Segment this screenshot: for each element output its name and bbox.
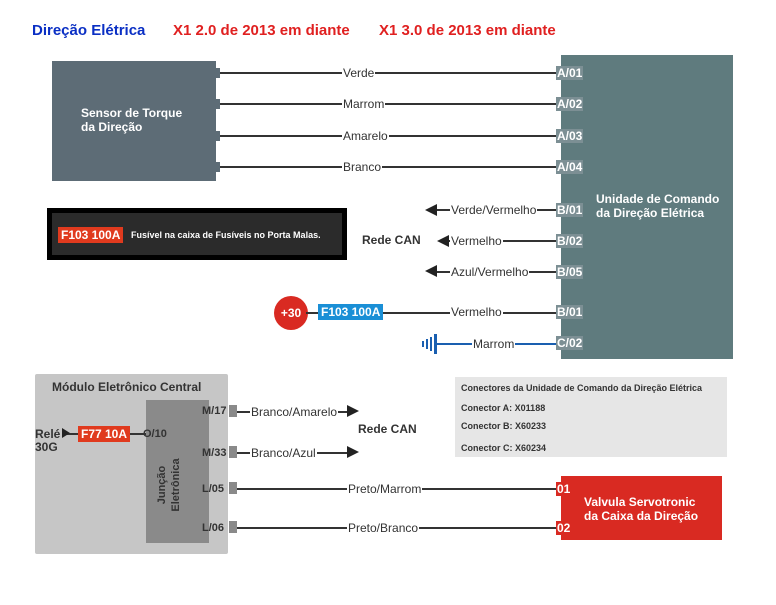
pin-label: L/06 xyxy=(202,522,225,534)
wire-label: Branco xyxy=(343,160,382,174)
arrow-right-icon xyxy=(347,405,359,417)
pin-label: L/05 xyxy=(202,483,225,495)
relay-label-2: 30G xyxy=(35,440,58,454)
info-connector-a: Conector A: X01188 xyxy=(461,403,546,413)
model-label-1: X1 2.0 de 2013 em diante xyxy=(173,22,350,39)
wire-label: Vermelho xyxy=(451,234,502,248)
connector-pin xyxy=(229,446,237,458)
sensor-label-2: da Direção xyxy=(81,120,143,134)
info-connector-c: Conector C: X60234 xyxy=(461,443,547,453)
arrow-right-icon xyxy=(62,428,70,438)
pin-label: M/17 xyxy=(202,405,227,417)
pin-label: B/05 xyxy=(557,265,583,279)
power-fuse: F103 100A xyxy=(318,304,383,320)
pin-label: B/01 xyxy=(557,203,583,217)
wire-label: Marrom xyxy=(343,97,385,111)
wire-a01 xyxy=(220,72,556,74)
pin-label: B/02 xyxy=(557,234,583,248)
wire-a04 xyxy=(220,166,556,168)
ground-icon xyxy=(420,333,444,355)
wire-label: Marrom xyxy=(473,337,515,351)
ucu-label-1: Unidade de Comando xyxy=(596,192,720,206)
junction-label-2: Eletrônica xyxy=(170,458,182,512)
pin-label: A/01 xyxy=(557,66,583,80)
ucu-label-2: da Direção Elétrica xyxy=(596,206,705,220)
pin-label: 02 xyxy=(556,521,575,535)
model-label-2: X1 3.0 de 2013 em diante xyxy=(379,22,556,39)
pin-label: C/02 xyxy=(557,336,583,350)
wire-label: Branco/Amarelo xyxy=(251,405,338,419)
pin-label: A/04 xyxy=(557,160,583,174)
arrow-left-icon xyxy=(425,204,437,216)
legend-fuse: F103 100A xyxy=(58,227,123,243)
wire-label: Azul/Vermelho xyxy=(451,265,529,279)
servotronic-valve-box xyxy=(561,476,722,540)
junction-box xyxy=(146,400,209,543)
legend-text: Fusível na caixa de Fusíveis no Porta Malas. xyxy=(131,230,321,240)
pin-label: A/02 xyxy=(557,97,583,111)
wire-a02 xyxy=(220,103,556,105)
sensor-label-1: Sensor de Torque xyxy=(81,106,183,120)
arrow-left-icon xyxy=(425,265,437,277)
junction-label-1: Junção xyxy=(156,465,168,505)
arrow-left-icon xyxy=(437,235,449,247)
info-connector-b: Conector B: X60233 xyxy=(461,421,547,431)
servo-label-2: da Caixa da Direção xyxy=(584,509,699,523)
fuse-legend xyxy=(47,208,347,260)
torque-sensor-box xyxy=(52,61,216,181)
arrow-right-icon xyxy=(347,446,359,458)
wire-label: Verde xyxy=(343,66,375,80)
info-title: Conectores da Unidade de Comando da Direção Elétrica xyxy=(461,383,703,393)
mec-title: Módulo Eletrônico Central xyxy=(52,380,202,394)
steering-control-unit-box xyxy=(561,55,733,359)
wire-label: Preto/Branco xyxy=(348,521,419,535)
power-terminal-30: +30 xyxy=(274,296,308,330)
servo-label-1: Valvula Servotronic xyxy=(584,495,696,509)
pin-label: 01 xyxy=(556,482,575,496)
wire-label: Preto/Marrom xyxy=(348,482,422,496)
pin-label: M/33 xyxy=(202,447,227,459)
connector-pin xyxy=(229,521,237,533)
fuse-f77: F77 10A xyxy=(78,426,130,442)
connector-pin xyxy=(229,482,237,494)
rede-can-label: Rede CAN xyxy=(362,233,421,247)
rede-can-label: Rede CAN xyxy=(358,422,417,436)
pin-label: B/01 xyxy=(557,305,583,319)
wire-label: Amarelo xyxy=(343,129,388,143)
connector-pin xyxy=(229,405,237,417)
relay-label-1: Relé xyxy=(35,427,61,441)
pin-o10: O/10 xyxy=(143,428,167,440)
wire-label: Vermelho xyxy=(451,305,502,319)
wire-label: Verde/Vermelho xyxy=(451,203,537,217)
diagram-title: Direção Elétrica xyxy=(32,22,146,39)
connector-info-box xyxy=(455,377,727,457)
wire-label: Branco/Azul xyxy=(251,446,316,460)
pin-label: A/03 xyxy=(557,129,583,143)
